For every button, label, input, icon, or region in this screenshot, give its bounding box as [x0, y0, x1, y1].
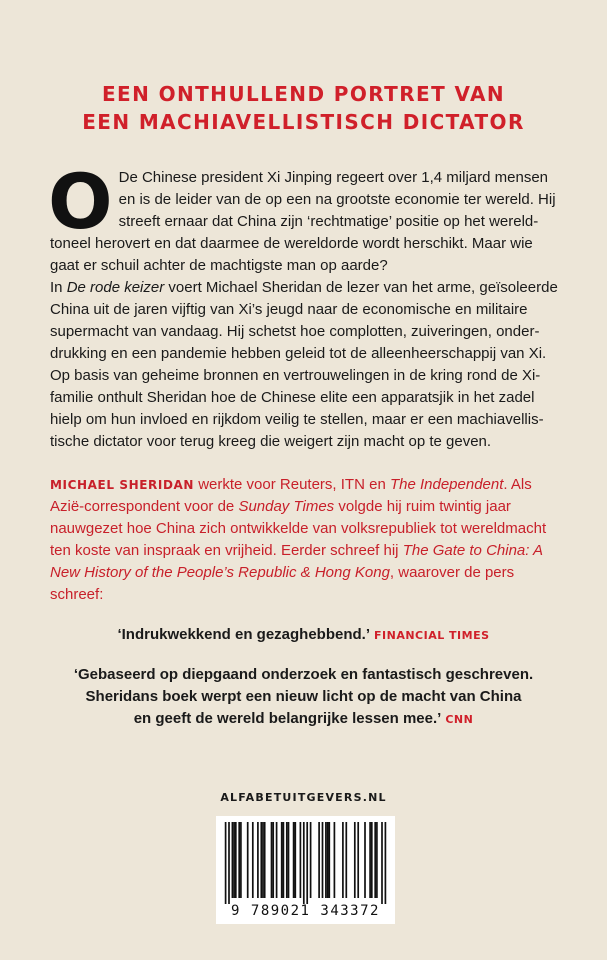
- barcode-bar: [288, 822, 290, 898]
- barcode-bar: [281, 822, 283, 898]
- barcode-bar: [322, 822, 324, 898]
- barcode-bar: [310, 822, 312, 898]
- barcode-bar: [357, 822, 359, 898]
- barcode-bar: [306, 822, 308, 904]
- barcode-bar: [286, 822, 288, 898]
- barcode-bar: [345, 822, 347, 898]
- barcode-bar: [233, 822, 235, 898]
- drop-cap: O: [48, 157, 113, 246]
- barcode-bar: [354, 822, 356, 898]
- barcode-number: 9 789021 343372: [231, 903, 380, 919]
- author-bio: MICHAEL SHERIDAN werkte voor Reuters, ITN en The Independent. Als Azië-correspondent voor de Sunday Times volgde hij ruim twintig jaar nauwgezet hoe China zich ontwikkelde van volksrepubliek tot wereldmacht ten koste van inspraak en vrijheid. Eerder schreef hij The Gate to China: A New History of the People’s Republic & Hong Kong, waarover de pers schreef:: [50, 476, 547, 603]
- barcode-bar: [264, 822, 266, 898]
- isbn-barcode: [216, 816, 395, 924]
- barcode-bar: [283, 822, 285, 898]
- barcode-bar: [272, 822, 274, 898]
- quote-source: FINANCIAL TIMES: [374, 629, 490, 642]
- barcode-bar: [300, 822, 302, 898]
- barcode-bar: [240, 822, 242, 898]
- blurb-paragraph-1: De Chinese president Xi Jinping regeert over 1,4 miljard mensen en is de leider van de op een na grootste economie ter wereld. Hij streeft ernaar dat China zijn ‘rechtmatige’ positie op het wereld-toneel herovert en dat daarmee de wereldorde wordt herschikt. Maar wie gaat er schuil achter de machtigste man op aarde?: [50, 169, 556, 274]
- barcode-bar: [262, 822, 264, 898]
- author-name: MICHAEL SHERIDAN: [50, 478, 195, 492]
- barcode-bar: [385, 822, 387, 904]
- barcode-bar: [293, 822, 295, 898]
- review-quote-1: [0, 624, 607, 647]
- barcode-bar: [271, 822, 273, 898]
- barcode-bar: [342, 822, 344, 898]
- barcode-bar: [252, 822, 254, 898]
- barcode-bar: [294, 822, 296, 898]
- barcode-bar: [303, 822, 305, 904]
- barcode-bar: [371, 822, 373, 898]
- barcode-bar: [369, 822, 371, 898]
- publisher-website: ALFABETUITGEVERS.NL: [220, 791, 387, 804]
- quote-line-1: ‘Gebaseerd op diepgaand onderzoek en fantastisch geschreven.: [73, 666, 534, 683]
- barcode-bar: [225, 822, 227, 904]
- barcode-bar: [257, 822, 259, 898]
- review-quote-2: [0, 664, 607, 731]
- barcode-bar: [232, 822, 234, 898]
- barcode-bar: [374, 822, 376, 898]
- barcode-bar: [276, 822, 278, 898]
- quote-line-3: en geeft de wereld belangrijke lessen mee.’ CNN: [133, 710, 474, 727]
- barcode-bar: [238, 822, 240, 898]
- barcode-bar: [334, 822, 336, 898]
- headline-line-2: EEN MACHIAVELLISTISCH DICTATOR: [82, 110, 525, 134]
- barcode-bar: [364, 822, 366, 898]
- blurb-paragraph-2: In De rode keizer voert Michael Sheridan de lezer van het arme, geïsoleerde China uit de jaren vijftig van Xi’s jeugd naar de economische en militaire supermacht van vandaag. Hij schetst hoe complotten, zuiveringen, onder-drukking en een pandemie hebben geleid tot de alleenheerschappij van Xi. Op basis van geheime bronnen en vertrouwelingen in de kring rond de Xi-familie onthult Sheridan hoe de Chinese elite een apparatsjik in het zadel hielp om hun invloed en rijkdom veilig te stellen, maar er een machiavellis-tische dictator voor terug kreeg die weigert zijn macht op te geven.: [50, 279, 558, 450]
- barcode-bar: [235, 822, 237, 898]
- blurb-body: [48, 157, 566, 453]
- headline: [0, 80, 607, 136]
- barcode-bars: [216, 816, 395, 906]
- barcode-bar: [325, 822, 327, 898]
- barcode-bar: [381, 822, 383, 904]
- quote-line-2: Sheridans boek werpt een nieuw licht op de macht van China: [85, 688, 522, 705]
- barcode-bar: [318, 822, 320, 898]
- book-title: De rode keizer: [66, 279, 165, 296]
- quote-source: CNN: [445, 713, 474, 726]
- barcode-bar: [260, 822, 262, 898]
- barcode-bar: [247, 822, 249, 898]
- barcode-bar: [328, 822, 330, 898]
- barcode-bar: [327, 822, 329, 898]
- headline-line-1: EEN ONTHULLEND PORTRET VAN: [101, 82, 506, 106]
- barcode-bar: [228, 822, 230, 904]
- barcode-bar: [376, 822, 378, 898]
- quote-text: ‘Indrukwekkend en gezaghebbend.’: [117, 626, 370, 643]
